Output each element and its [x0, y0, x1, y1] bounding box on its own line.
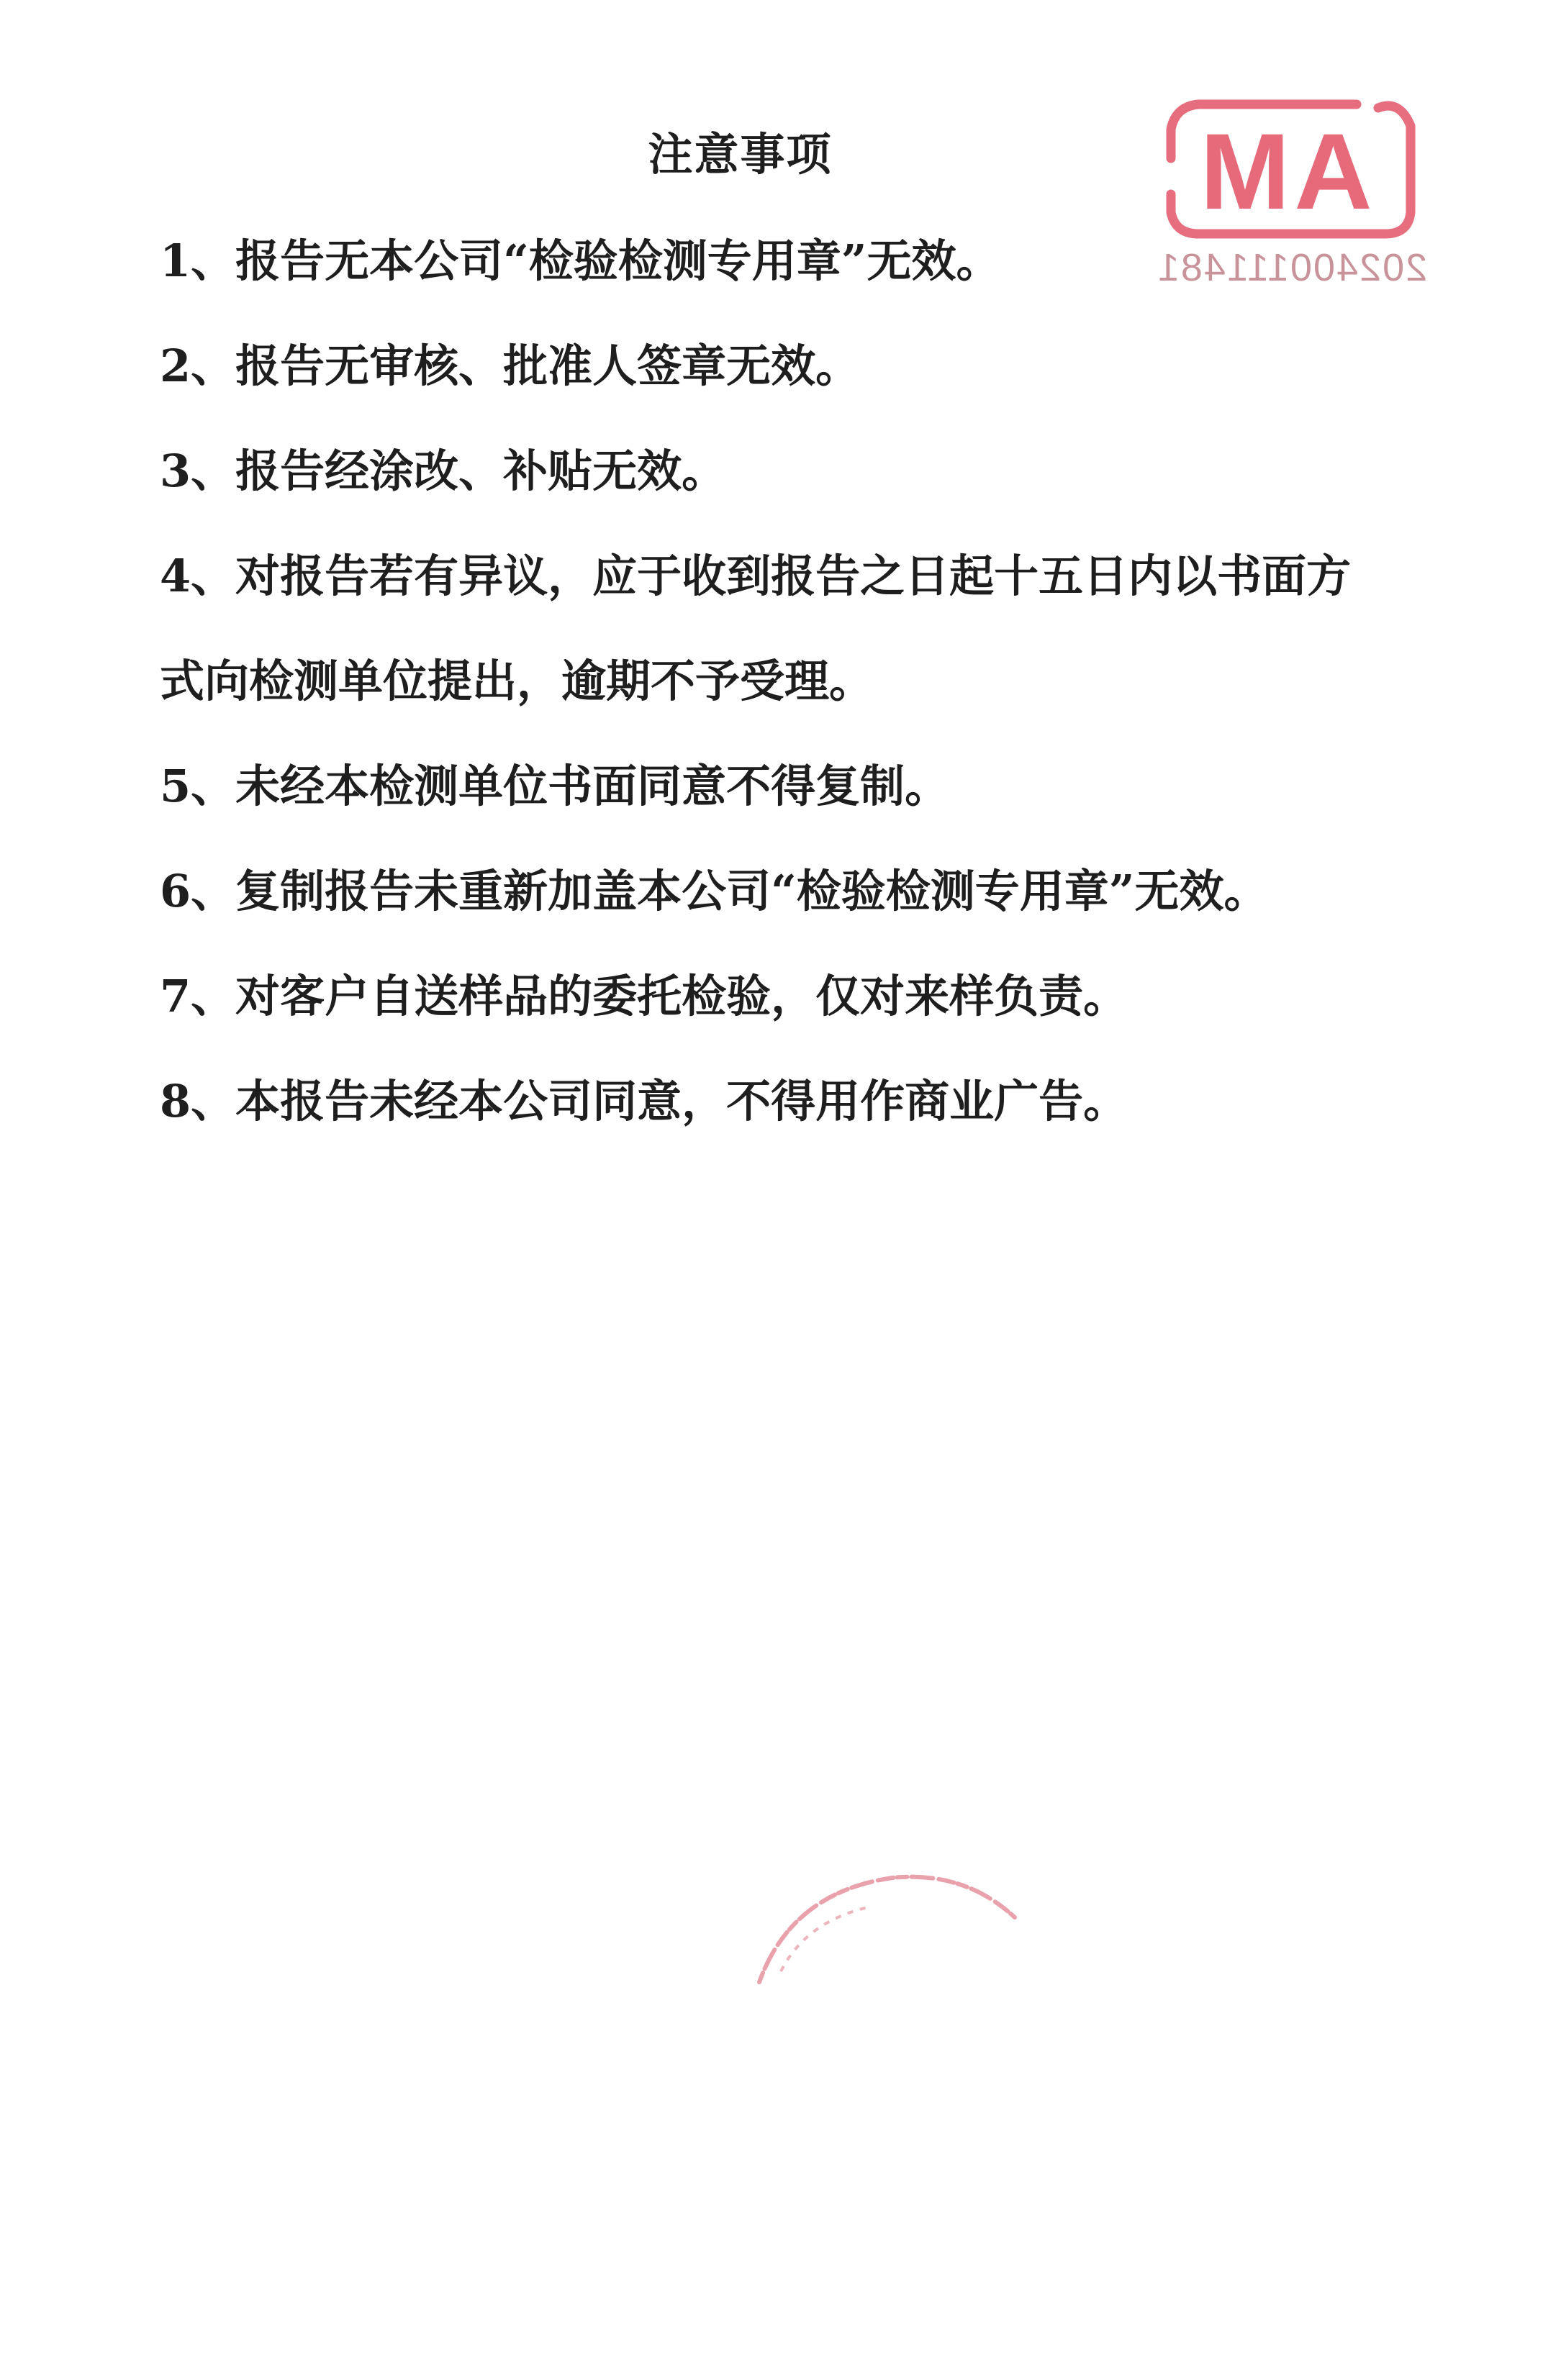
- notice-item-4: 4、对报告若有异议，应于收到报告之日起十五日内以书面方式向检测单位提出，逾期不予受理。: [160, 550, 1352, 707]
- notice-item-3: 3、报告经涂改、补贴无效。: [160, 445, 727, 497]
- notice-item-1: 1、报告无本公司“检验检测专用章”无效。: [160, 235, 1001, 287]
- seal-logo-text: MA: [1200, 111, 1377, 232]
- notice-item-8: 8、本报告未经本公司同意，不得用作商业广告。: [160, 1075, 1128, 1127]
- notice-item-5: 5、未经本检测单位书面同意不得复制。: [160, 760, 950, 812]
- seal-number: 202400111481: [1156, 246, 1428, 289]
- notice-list: [160, 209, 1426, 1154]
- partial-stamp-arc-icon: [748, 1863, 1029, 1993]
- page-title: 注意事项: [648, 128, 833, 181]
- notice-item-7: 7、对客户自送样品的委托检验，仅对来样负责。: [160, 970, 1128, 1022]
- notice-item-6: 6、复制报告未重新加盖本公司“检验检测专用章”无效。: [160, 865, 1269, 917]
- cma-seal-icon: [1141, 86, 1443, 331]
- notice-item-2: 2、报告无审核、批准人签章无效。: [160, 340, 861, 392]
